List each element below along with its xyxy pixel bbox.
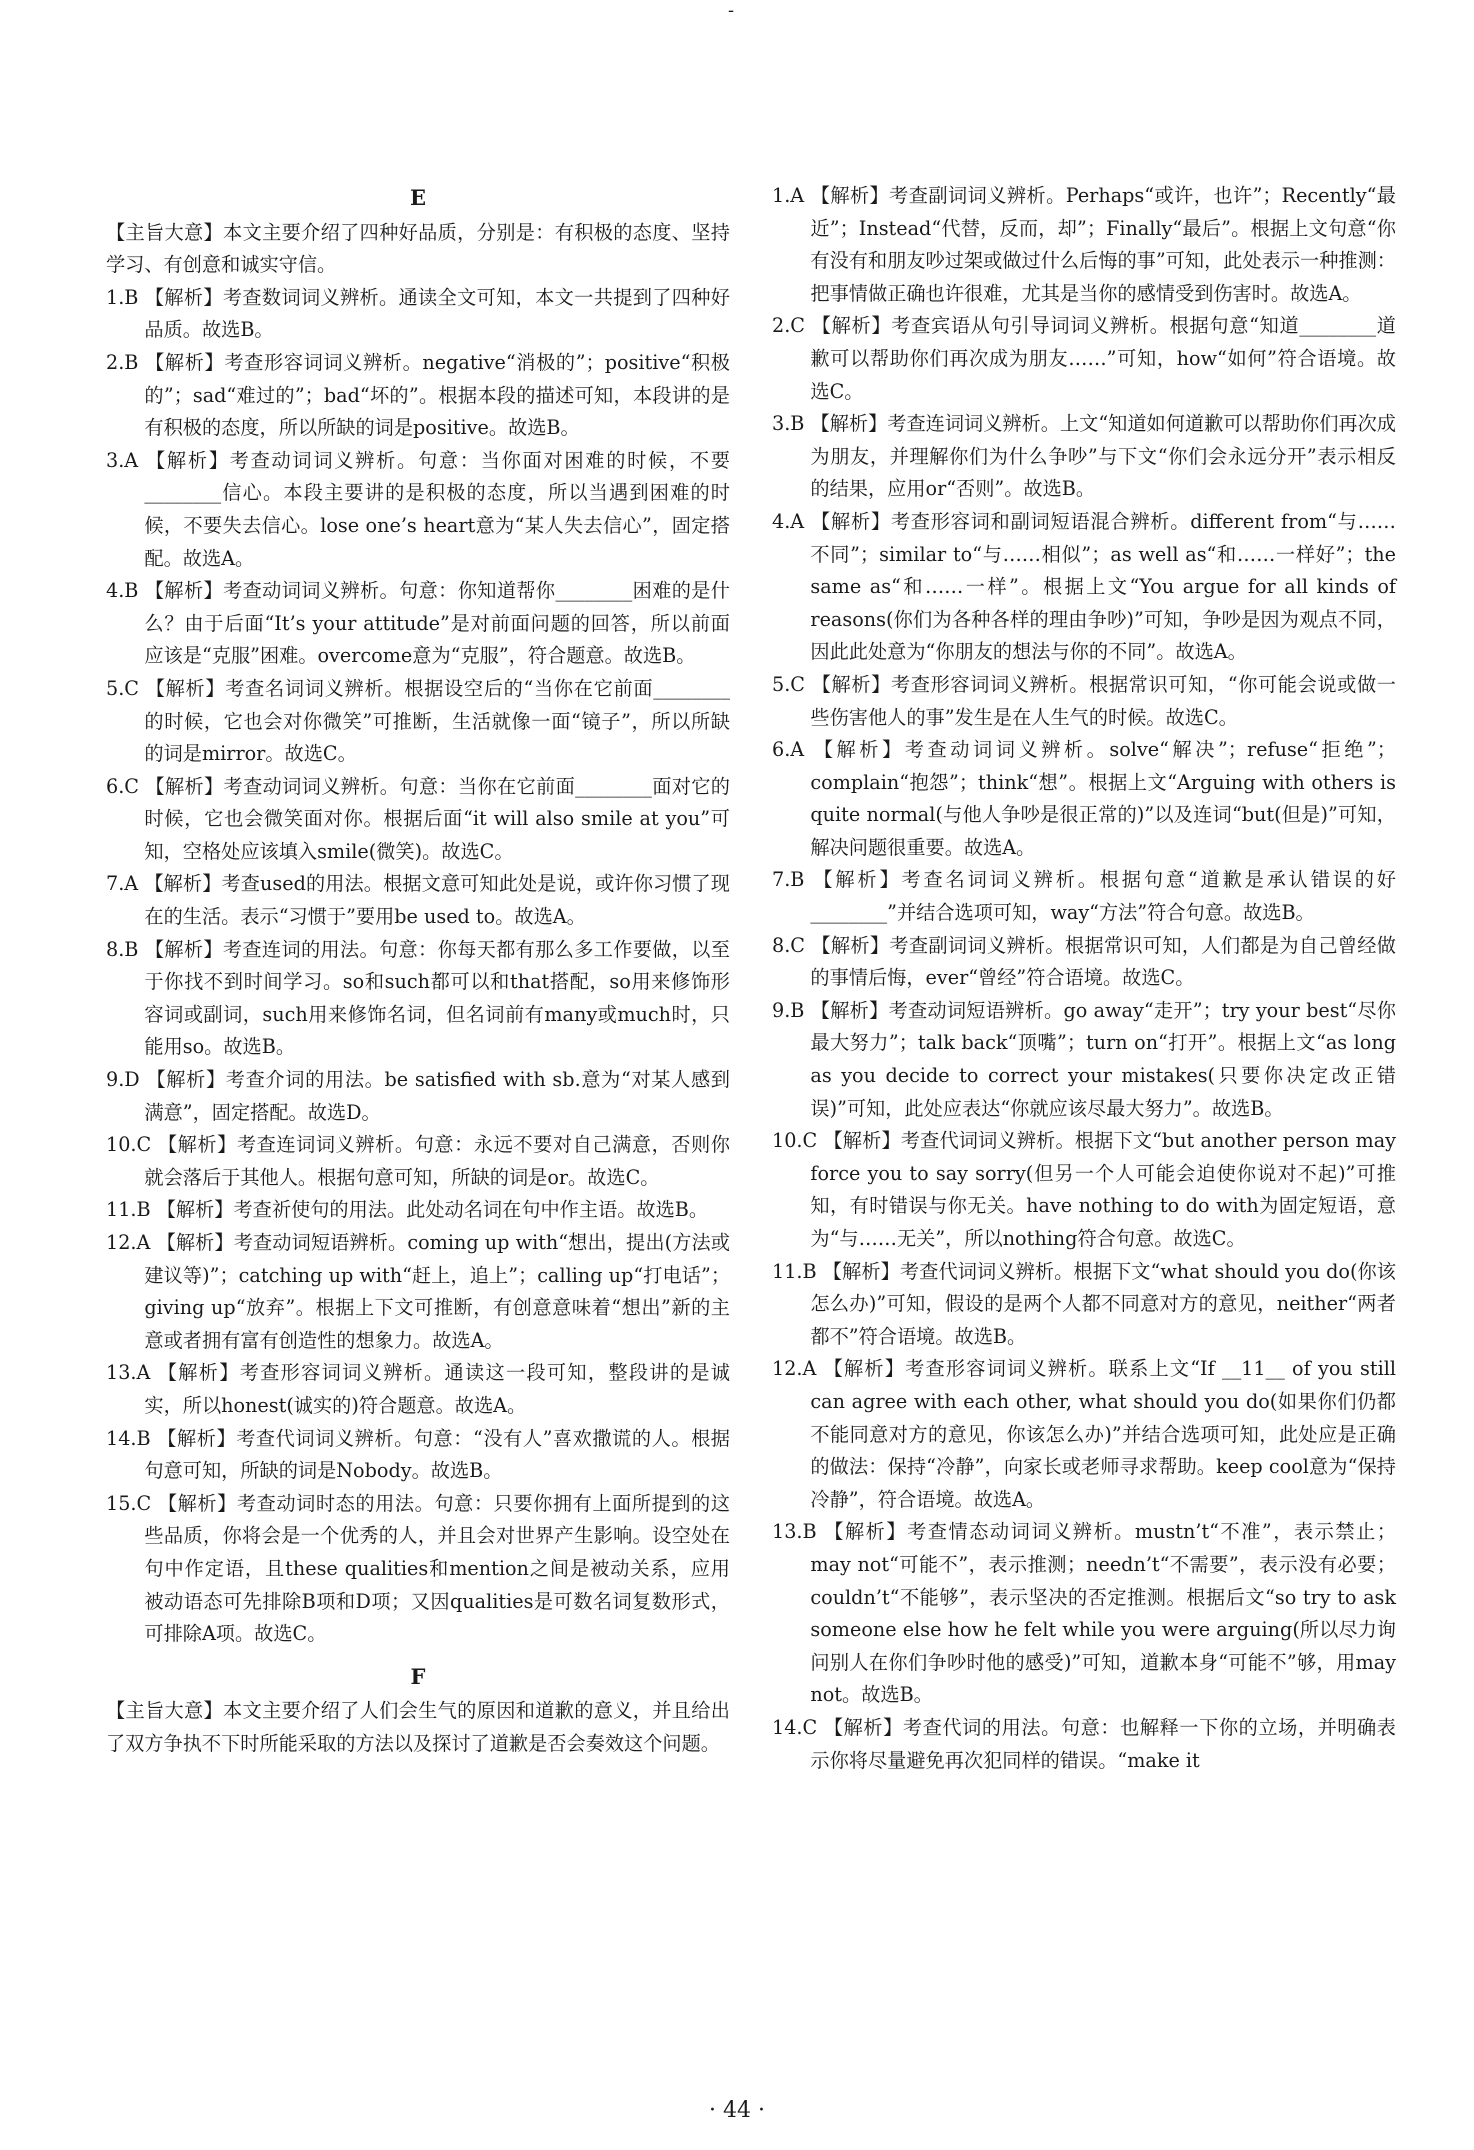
section-e-item: 10.C 【解析】考查连词词义辨析。句意：永远不要对自己满意，否则你就会落后于其他人。根据句意可知，所缺的词是or。故选C。 xyxy=(106,1133,730,1189)
section-f-summary: 【主旨大意】本文主要介绍了人们会生气的原因和道歉的意义，并且给出了双方争执不下时所能采取的方法以及探讨了道歉是否会奏效这个问题。 xyxy=(106,1699,730,1755)
section-f-item: 11.B 【解析】考查代词词义辨析。根据下文“what should you do(你该怎么办)”可知，假设的是两个人都不同意对方的意见，neither“两者都不”符合语境。故选B。 xyxy=(772,1259,1396,1348)
section-f-item: 6.A 【解析】考查动词词义辨析。solve“解决”；refuse“拒绝”；complain“抱怨”；think“想”。根据上文“Arguing with others is quite normal(与他人争吵是很正常的)”以及连词“but(但是)”可知，解决问题很重要。故选A。 xyxy=(772,738,1396,859)
section-e-item: 4.B 【解析】考查动词词义辨析。句意：你知道帮你________困难的是什么？由于后面“It’s your attitude”是对前面问题的回答，所以前面应该是“克服”困难。overcome意为“克服”，符合题意。故选B。 xyxy=(106,579,730,668)
section-e-item: 5.C 【解析】考查名词词义辨析。根据设空后的“当你在它前面________的时候，它也会对你微笑”可推断，生活就像一面“镜子”，所以所缺的词是mirror。故选C。 xyxy=(106,676,730,766)
section-f-item: 5.C 【解析】考查形容词词义辨析。根据常识可知，“你可能会说或做一些伤害他人的事”发生是在人生气的时候。故选C。 xyxy=(772,672,1396,729)
section-f-title: F xyxy=(410,1663,426,1689)
section-f-item: 3.B 【解析】考查连词词义辨析。上文“知道如何道歉可以帮助你们再次成为朋友，并理解你们为什么争吵”与下文“你们会永远分开”表示相反的结果，应用or“否则”。故选B。 xyxy=(772,412,1396,501)
section-f-item: 13.B 【解析】考查情态动词词义辨析。mustn’t“不准”，表示禁止；may not“可能不”，表示推测；needn’t“不需要”，表示没有必要；couldn’t“不能够”，表示坚决的否定推测。根据后文“so try to ask someone else how he felt while you were arguing(所以尽力询问别人在你们争吵时他的感受)”可知，道歉本身“可能不”够，用may not。故选B。 xyxy=(772,1520,1396,1707)
section-e-item: 6.C 【解析】考查动词词义辨析。句意：当你在它前面________面对它的时候，它也会微笑面对你。根据后面“it will also smile at you”可知，空格处应该填入smile(微笑)。故选C。 xyxy=(106,774,730,863)
section-e-title: E xyxy=(409,185,426,210)
section-f-item: 8.C 【解析】考查副词词义辨析。根据常识可知，人们都是为自己曾经做的事情后悔，ever“曾经”符合语境。故选C。 xyxy=(772,933,1396,990)
section-f-item: 10.C 【解析】考查代词词义辨析。根据下文“but another person may force you to say sorry(但另一个人可能会迫使你说对不起)”可推知，有时错误与你无关。have nothing to do with为固定短语，意为“与……无关”，所以nothing符合句意。故选C。 xyxy=(772,1129,1396,1250)
section-e-item: 3.A 【解析】考查动词词义辨析。句意：当你面对困难的时候，不要________信心。本段主要讲的是积极的态度，所以当遇到困难的时候，不要失去信心。lose one’s heart意为“某人失去信心”，固定搭配。故选A。 xyxy=(106,448,730,570)
section-e-item: 1.B 【解析】考查数词词义辨析。通读全文可知，本文一共提到了四种好品质。故选B。 xyxy=(106,285,730,342)
top-mark: - xyxy=(728,0,735,21)
section-e-item: 13.A 【解析】考查形容词词义辨析。通读这一段可知，整段讲的是诚实，所以honest(诚实的)符合题意。故选A。 xyxy=(106,1361,730,1417)
left-column xyxy=(106,178,730,1761)
section-e-item: 11.B 【解析】考查祈使句的用法。此处动名词在句中作主语。故选B。 xyxy=(106,1198,709,1222)
section-e-summary: 【主旨大意】本文主要介绍了四种好品质，分别是：有积极的态度、坚持学习、有创意和诚实守信。 xyxy=(106,220,730,277)
section-f-item: 12.A 【解析】考查形容词词义辨析。联系上文“If __11__ of you still can agree with each other, what should you do(如果你们仍都不能同意对方的意见，你该怎么办)”并结合选项可知，此处应是正确的做法：保持“冷静”，向家长或老师寻求帮助。keep cool意为“保持冷静”，符合语境。故选A。 xyxy=(772,1357,1396,1511)
section-f-item: 14.C 【解析】考查代词的用法。句意：也解释一下你的立场，并明确表示你将尽量避免再次犯同样的错误。“make it xyxy=(772,1715,1396,1772)
section-f-item: 9.B 【解析】考查动词短语辨析。go away“走开”；try your best“尽你最大努力”；talk back“顶嘴”；turn on“打开”。根据上文“as long as you decide to correct your mistakes(只要你决定改正错误)”可知，此处应表达“你就应该尽最大努力”。故选B。 xyxy=(772,998,1396,1120)
section-f-item: 2.C 【解析】考查宾语从句引导词词义辨析。根据句意“知道________道歉可以帮助你们再次成为朋友……”可知，how“如何”符合语境。故选C。 xyxy=(772,314,1396,403)
section-e-item: 2.B 【解析】考查形容词词义辨析。negative“消极的”；positive“积极的”；sad“难过的”；bad“坏的”。根据本段的描述可知，本段讲的是有积极的态度，所以所缺的词是positive。故选B。 xyxy=(106,350,730,440)
section-f-item: 1.A 【解析】考查副词词义辨析。Perhaps“或许，也许”；Recently“最近”；Instead“代替，反而，却”；Finally“最后”。根据上文句意“你有没有和朋友吵过架或做过什么后悔的事”可知，此处表示一种推测：把事情做正确也许很难，尤其是当你的感情受到伤害时。故选A。 xyxy=(772,184,1396,305)
section-f-item: 7.B 【解析】考查名词词义辨析。根据句意“道歉是承认错误的好________”并结合选项可知，way“方法”符合句意。故选B。 xyxy=(772,868,1396,925)
section-e-item: 12.A 【解析】考查动词短语辨析。coming up with“想出，提出(方法或建议等)”；catching up with“赶上，追上”；calling up“打电话”；giving up“放弃”。根据上下文可推断，有创意意味着“想出”新的主意或者拥有富有创造性的想象力。故选A。 xyxy=(106,1231,730,1352)
section-e-item: 8.B 【解析】考查连词的用法。句意：你每天都有那么多工作要做，以至于你找不到时间学习。so和such都可以和that搭配，so用来修饰形容词或副词，such用来修饰名词，但名词前有many或much时，只能用so。故选B。 xyxy=(106,937,730,1059)
section-f-item: 4.A 【解析】考查形容词和副词短语混合辨析。different from“与……不同”；similar to“与……相似”；as well as“和……一样好”；the same as“和……一样”。根据上文“You argue for all kinds of reasons(你们为各种各样的理由争吵)”可知，争吵是因为观点不同，因此此处意为“你朋友的想法与你的不同”。故选A。 xyxy=(772,509,1396,664)
section-e-item: 15.C 【解析】考查动词时态的用法。句意：只要你拥有上面所提到的这些品质，你将会是一个优秀的人，并且会对世界产生影响。设空处在句中作定语，且these qualities和mention之间是被动关系，应用被动语态可先排除B项和D项；又因qualities是可数名词复数形式，可排除A项。故选C。 xyxy=(106,1491,730,1646)
section-e-item: 7.A 【解析】考查used的用法。根据文意可知此处是说，或许你习惯了现在的生活。表示“习惯于”要用be used to。故选A。 xyxy=(106,872,730,929)
section-e-item: 14.B 【解析】考查代词词义辨析。句意：“没有人”喜欢撒谎的人。根据句意可知，所缺的词是Nobody。故选B。 xyxy=(106,1426,730,1483)
page-number: · 44 · xyxy=(709,2098,765,2123)
right-column xyxy=(772,180,1396,1777)
section-e-item: 9.D 【解析】考查介词的用法。be satisfied with sb.意为“对某人感到满意”，固定搭配。故选D。 xyxy=(106,1068,730,1124)
